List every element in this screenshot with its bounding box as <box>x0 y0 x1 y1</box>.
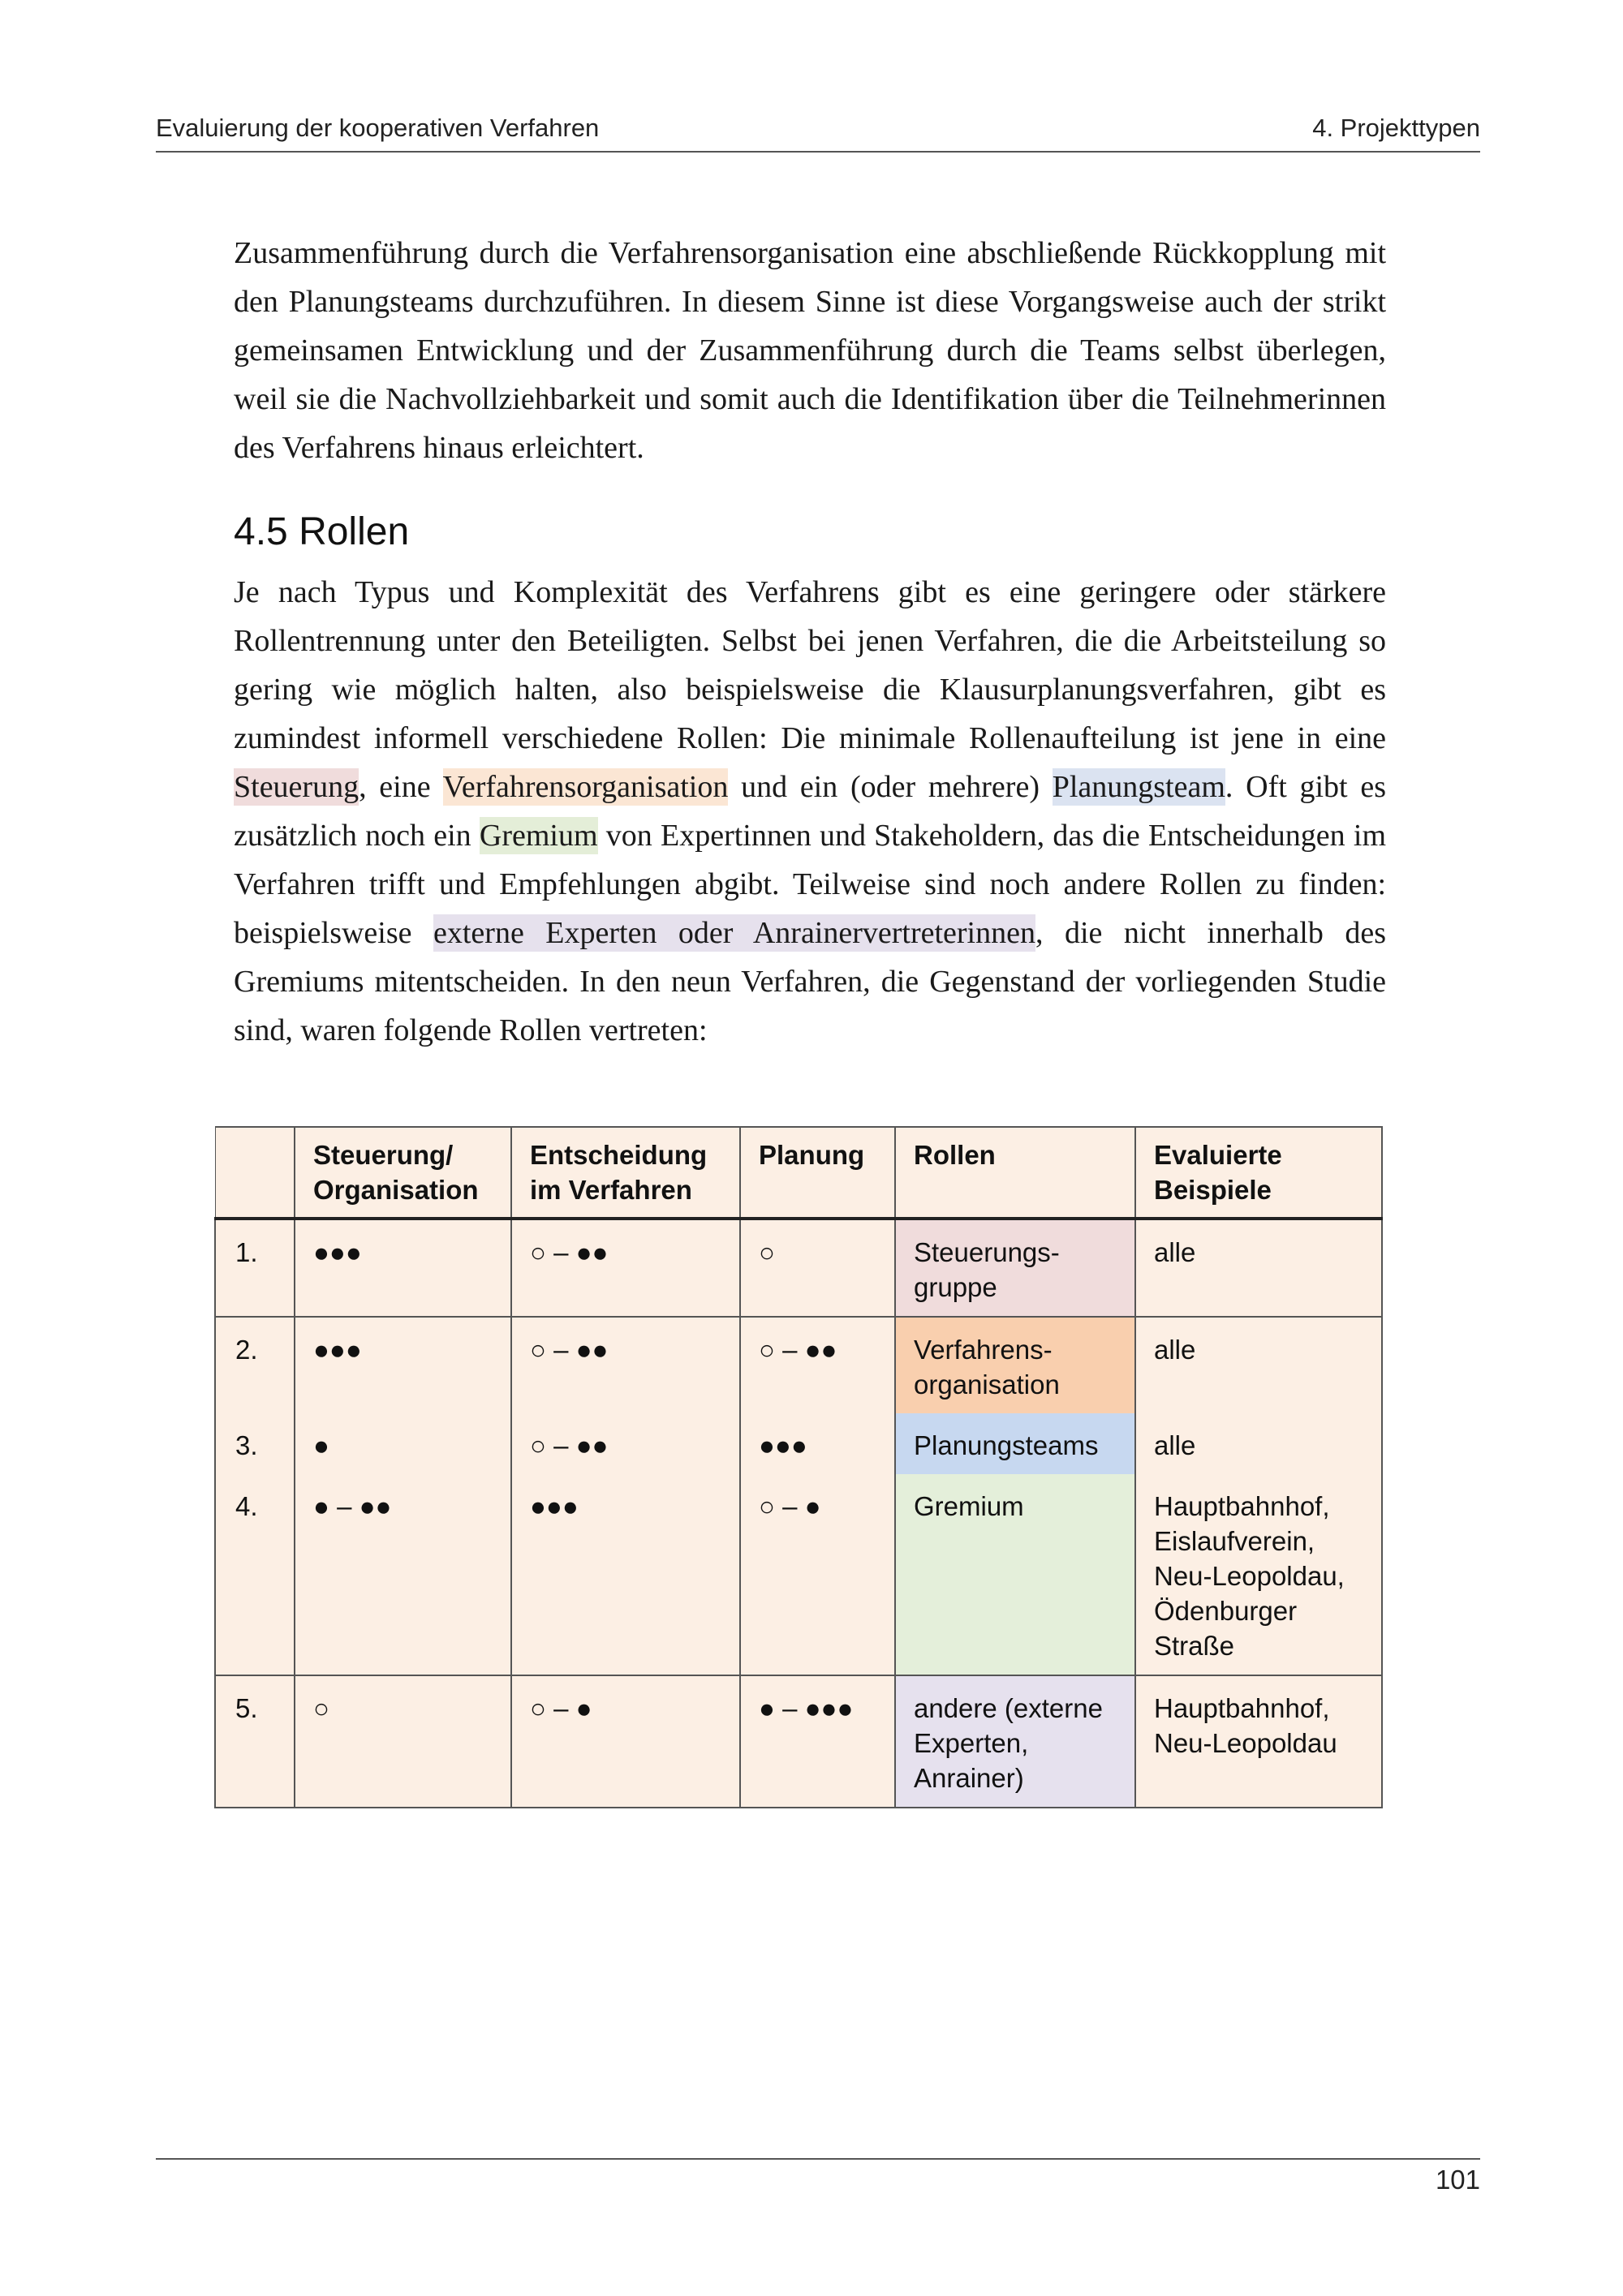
header-document-title: Evaluierung der kooperativen Verfahren <box>156 114 600 142</box>
rating-steuerung: ● <box>295 1413 511 1474</box>
row-number: 5. <box>215 1675 295 1808</box>
highlight-gremium: Gremium <box>479 819 598 853</box>
rating-entscheidung: ●●● <box>511 1474 740 1675</box>
rating-planung: ●●● <box>740 1413 895 1474</box>
table-row <box>215 1675 1382 1808</box>
section-paragraph <box>234 568 1386 1055</box>
highlight-verfahrensorganisation: Verfahrensorganisation <box>442 770 729 804</box>
paragraph-text: , eine <box>359 770 443 804</box>
rating-planung: ○ – ● <box>740 1474 895 1675</box>
rating-entscheidung: ○ – ●● <box>511 1317 740 1413</box>
header-planung: Planung <box>740 1127 895 1219</box>
evaluated-examples: Hauptbahnhof, Eislaufverein, Neu-Leopoldau, Ödenburger Straße <box>1135 1474 1382 1675</box>
rating-entscheidung: ○ – ●● <box>511 1219 740 1317</box>
rating-steuerung: ● – ●● <box>295 1474 511 1675</box>
rating-entscheidung: ○ – ● <box>511 1675 740 1808</box>
intro-paragraph: Zusammenführung durch die Verfahrensorganisation eine abschließende Rückkopplung mit den Planungsteams durchzuführen. In diesem Sinne ist diese Vorgangsweise auch der strikt gemeinsamen Entwicklung und der Zusammenführung durch die Teams selbst überlegen, weil sie die Nachvollziehbarkeit und somit auch die Identifikation über die Teilnehmerinnen des Verfahrens hinaus erleichtert. <box>234 236 1386 465</box>
roles-table <box>214 1126 1383 1808</box>
rating-steuerung: ○ <box>295 1675 511 1808</box>
paragraph-text: . Oft gibt es zusätzlich noch ein <box>234 770 1386 853</box>
rating-entscheidung: ○ – ●● <box>511 1413 740 1474</box>
rating-planung: ● – ●●● <box>740 1675 895 1808</box>
running-header <box>156 114 1480 153</box>
rating-planung: ○ <box>740 1219 895 1317</box>
paragraph-text: und ein (oder mehrere) <box>728 770 1053 804</box>
row-number: 1. <box>215 1219 295 1317</box>
paragraph-text: , die nicht innerhalb des Gremiums mitentscheiden. In den neun Verfahren, die Gegenstand der vorliegenden Studie sind, waren folgende Rollen vertreten: <box>234 916 1386 1047</box>
role-name: Steuerungsgruppe <box>895 1219 1135 1317</box>
row-number: 3. <box>215 1413 295 1474</box>
header-num <box>215 1127 295 1219</box>
highlight-externe-experten: externe Experten oder Anrainervertreterinnen <box>433 916 1035 950</box>
role-name: Planungsteams <box>895 1413 1135 1474</box>
highlight-steuerung: Steuerung <box>234 770 359 804</box>
evaluated-examples: alle <box>1135 1413 1382 1474</box>
rating-planung: ○ – ●● <box>740 1317 895 1413</box>
evaluated-examples: alle <box>1135 1219 1382 1317</box>
row-number: 4. <box>215 1474 295 1675</box>
rating-steuerung: ●●● <box>295 1219 511 1317</box>
footer-rule <box>156 2158 1480 2160</box>
rating-steuerung: ●●● <box>295 1317 511 1413</box>
page-content <box>234 229 1386 1055</box>
highlight-planungsteam: Planungsteam <box>1052 770 1225 804</box>
header-steuerung: Steuerung/ Organisation <box>295 1127 511 1219</box>
role-name: andere (externe Experten, Anrainer) <box>895 1675 1135 1808</box>
header-chapter-title: 4. Projekttypen <box>1312 114 1480 142</box>
table-row <box>215 1413 1382 1474</box>
role-name: Gremium <box>895 1474 1135 1675</box>
role-name: Verfahrensorganisation <box>895 1317 1135 1413</box>
evaluated-examples: Hauptbahnhof, Neu-Leopoldau <box>1135 1675 1382 1808</box>
table-header-row <box>215 1127 1382 1219</box>
page-number: 101 <box>1435 2165 1480 2195</box>
table-row <box>215 1219 1382 1317</box>
paragraph-text: von Expertinnen und Stakeholdern, das die Entscheidungen im Verfahren trifft und Empfehlungen abgibt. Teilweise sind noch andere Rollen zu finden: beispielsweise <box>234 819 1386 950</box>
header-beispiele: Evaluierte Beispiele <box>1135 1127 1382 1219</box>
evaluated-examples: alle <box>1135 1317 1382 1413</box>
table-row <box>215 1317 1382 1413</box>
table-row <box>215 1474 1382 1675</box>
row-number: 2. <box>215 1317 295 1413</box>
section-title: 4.5 Rollen <box>234 510 410 553</box>
paragraph-text: Je nach Typus und Komplexität des Verfahrens gibt es eine geringere oder stärkere Rollentrennung unter den Beteiligten. Selbst bei jenen Verfahren, die die Arbeitsteilung so gering wie möglich halten, also beispielsweise die Klausurplanungsverfahren, gibt es zumindest informell verschiedene Rollen: Die minimale Rollenaufteilung ist jene in eine <box>234 575 1386 755</box>
header-entscheidung: Entscheidung im Verfahren <box>511 1127 740 1219</box>
header-rollen: Rollen <box>895 1127 1135 1219</box>
